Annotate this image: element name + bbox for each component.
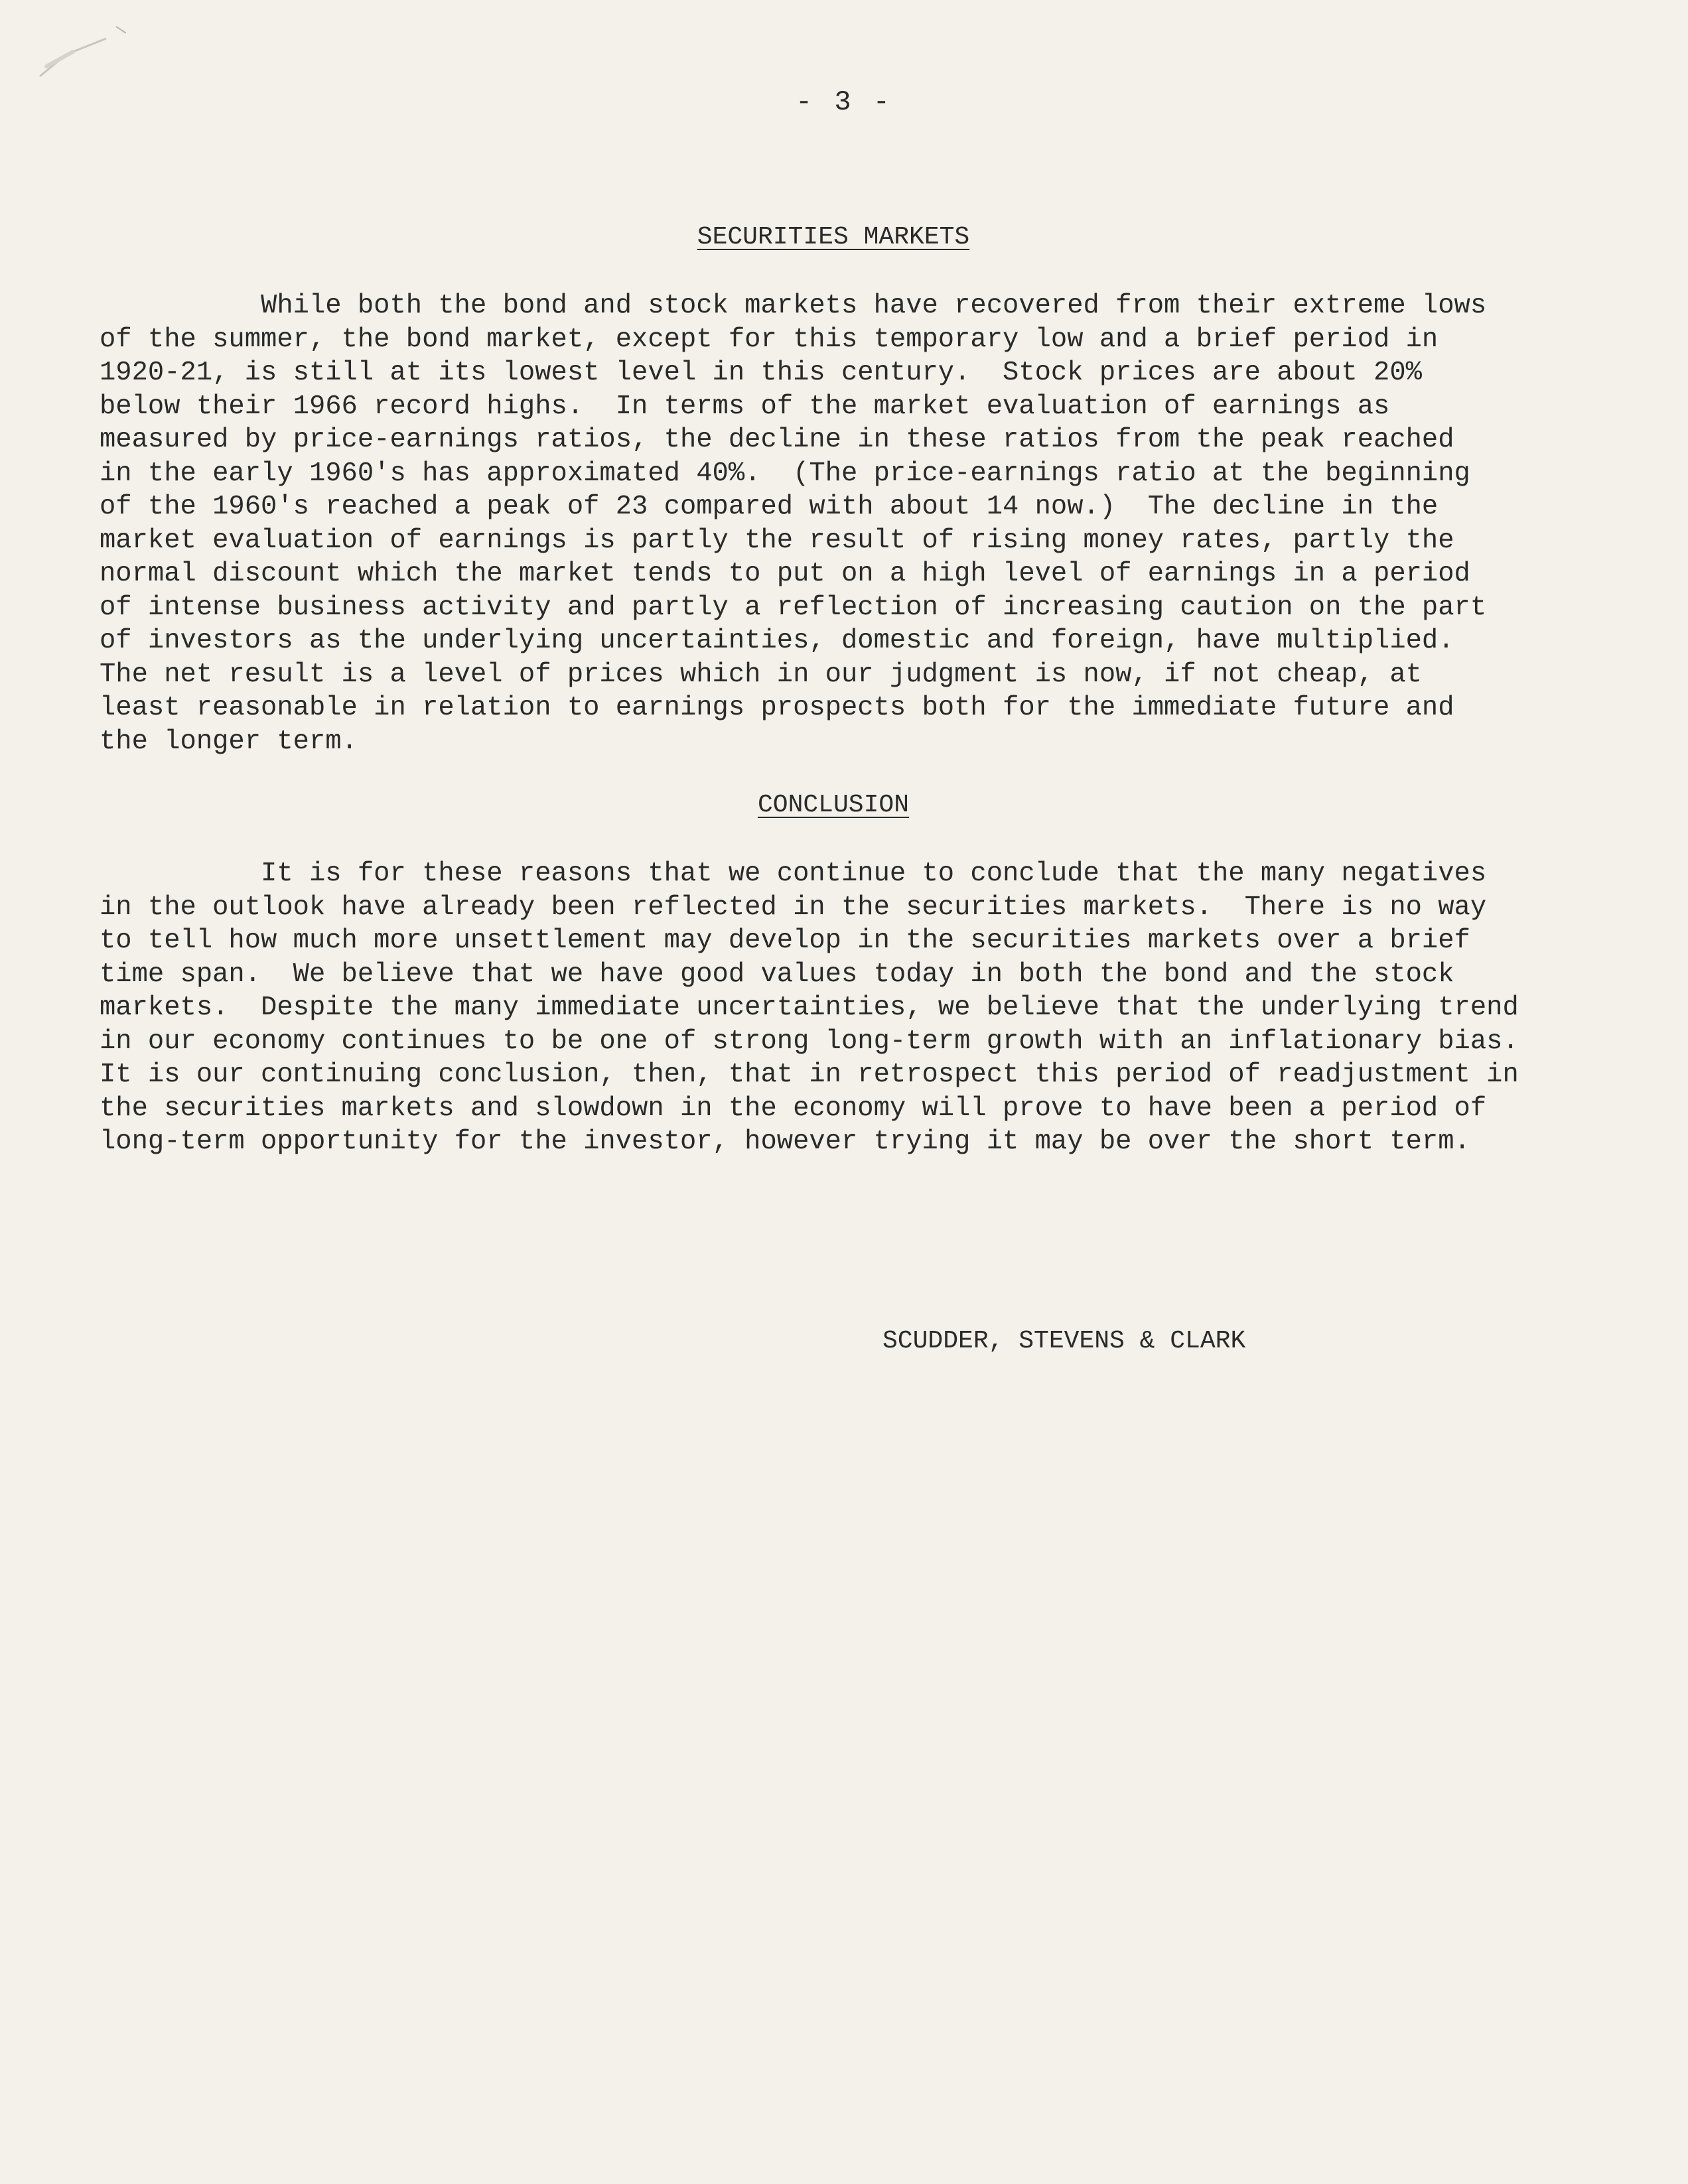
paragraph-line: market evaluation of earnings is partly the result of rising money rates, partly the [100, 525, 1454, 556]
paragraph-line: to tell how much more unsettlement may develop in the securities markets over a brief [100, 925, 1470, 956]
paragraph-line: While both the bond and stock markets have recovered from their extreme lows [100, 291, 1487, 321]
paragraph-line: in the early 1960's has approximated 40%. (The price-earnings ratio at the beginning [100, 458, 1470, 489]
paragraph-line: measured by price-earnings ratios, the decline in these ratios from the peak reached [100, 425, 1454, 455]
paragraph-line: the longer term. [100, 726, 358, 757]
paragraph-line: in our economy continues to be one of strong long-term growth with an inflationary bias. [100, 1026, 1519, 1057]
paragraph-line: markets. Despite the many immediate uncertainties, we believe that the underlying trend [100, 992, 1519, 1023]
securities-markets-paragraph [100, 289, 1599, 758]
paragraph-line: long-term opportunity for the investor, however trying it may be over the short term. [100, 1126, 1470, 1157]
section-heading-conclusion: CONCLUSION [757, 791, 910, 819]
paragraph-line: least reasonable in relation to earnings prospects both for the immediate future and [100, 693, 1454, 723]
paragraph-line: of the summer, the bond market, except for this temporary low and a brief period in [100, 324, 1439, 355]
paragraph-line: 1920-21, is still at its lowest level in this century. Stock prices are about 20% [100, 358, 1422, 388]
signature-firm-name: SCUDDER, STEVENS & CLARK [882, 1327, 1246, 1355]
paragraph-line: It is our continuing conclusion, then, that in retrospect this period of readjustment in [100, 1059, 1519, 1090]
paragraph-line: The net result is a level of prices which in our judgment is now, if not cheap, at [100, 659, 1422, 690]
paragraph-line: It is for these reasons that we continue to conclude that the many negatives [100, 858, 1487, 889]
conclusion-paragraph [100, 857, 1599, 1159]
paragraph-line: of the 1960's reached a peak of 23 compared with about 14 now.) The decline in the [100, 492, 1439, 522]
paragraph-line: time span. We believe that we have good values today in both the bond and the stock [100, 959, 1454, 990]
paragraph-line: in the outlook have already been reflected in the securities markets. There is no way [100, 892, 1487, 923]
paragraph-line: the securities markets and slowdown in the economy will prove to have been a period of [100, 1093, 1487, 1124]
paragraph-line: of intense business activity and partly a reflection of increasing caution on the part [100, 592, 1487, 623]
page-number: - 3 - [795, 86, 893, 118]
staple-mark-icon [27, 13, 126, 80]
paragraph-line: normal discount which the market tends to put on a high level of earnings in a period [100, 559, 1470, 589]
paragraph-line: of investors as the underlying uncertainties, domestic and foreign, have multiplied. [100, 626, 1454, 656]
paragraph-line: below their 1966 record highs. In terms of the market evaluation of earnings as [100, 391, 1390, 422]
section-heading-securities-markets: SECURITIES MARKETS [697, 223, 970, 251]
